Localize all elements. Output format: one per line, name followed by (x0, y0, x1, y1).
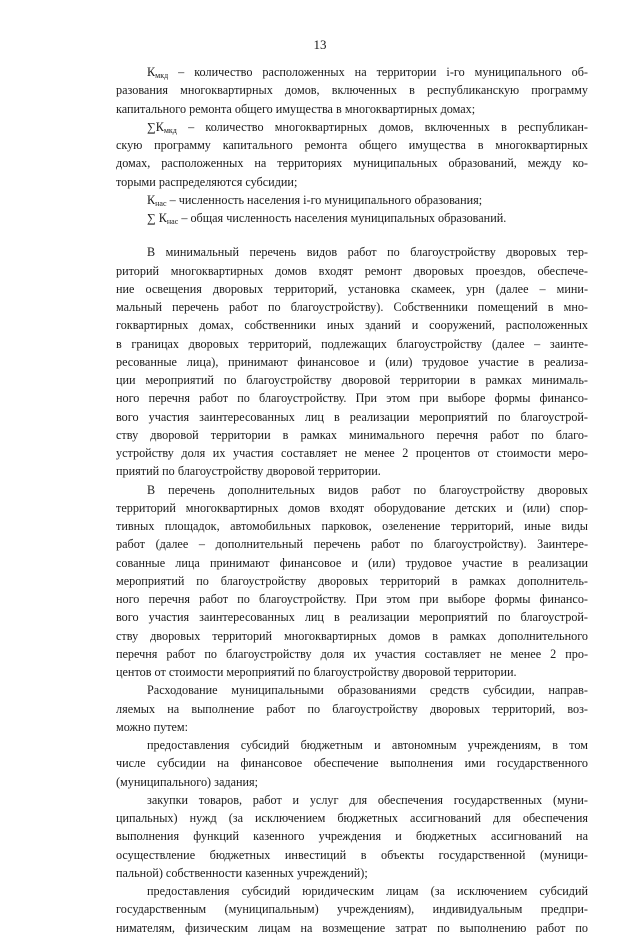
text-line: перечня работ по благоустройству доля их участия составляет не менее 2 про- (116, 646, 588, 661)
text-line: разования многоквартирных домов, включенных в республиканскую программу (116, 83, 588, 98)
symbol: ∑ К (147, 211, 167, 225)
text-fragment: – общая численность населения муниципальных образований. (178, 211, 507, 225)
text-line: вого участия заинтересованных лиц в реализации мероприятий по благоустрой- (116, 409, 588, 424)
text-line (116, 191, 588, 209)
text-line: нимателям, физическим лицам на возмещение затрат по выполнению работ по (116, 920, 588, 935)
paragraph-spending (116, 681, 588, 736)
text-line: пальной) собственности казенных учреждений); (116, 865, 368, 880)
text-line: ного перечня работ по благоустройству. При этом при выборе формы финансо- (116, 391, 588, 406)
text-line: тивных площадок, автомобильных парковок, озеленение территорий, иные виды (116, 519, 588, 533)
symbol: ∑К (147, 119, 164, 134)
text-line: риторий многоквартирных домов входят ремонт дворовых проездов, обеспече- (116, 263, 588, 278)
definition-k-nas (116, 191, 588, 209)
text-line: ству дворовых территорий многоквартирных домов в рамках дополнительного (116, 628, 588, 643)
definition-k-mkd (116, 63, 588, 118)
text-line: гоквартирных домах, собственники иных зданий и сооружений, расположенных (116, 318, 588, 333)
text-line: осуществление бюджетных инвестиций в объекты государственной (муници- (116, 847, 588, 862)
text-line: капитального ремонта общего имущества в многоквартирных домах; (116, 101, 476, 116)
text-fragment: – численность населения i-го муниципального образования; (166, 192, 483, 207)
definition-sum-k-mkd (116, 118, 588, 191)
text-line: домах, расположенных на территориях муниципальных образований, между ко- (116, 156, 588, 171)
text-line: ние освещения дворовых территорий, установка скамеек, урн (далее – мини- (116, 281, 588, 296)
text-line: устройству доля их участия составляет не менее 2 процентов от стоимости меро- (116, 446, 588, 460)
symbol: К (147, 65, 156, 79)
text-line: ству дворовой территории в рамках минимального перечня работ по благо- (116, 427, 588, 442)
text-line: ляемых на выполнение работ по благоустройству дворовых территорий, воз- (116, 701, 588, 716)
symbol-subscript: мкд (155, 71, 169, 80)
page-number: 13 (313, 37, 327, 52)
text-line: торыми распределяются субсидии; (116, 174, 298, 189)
symbol-subscript: нас (166, 217, 179, 226)
paragraph-additional-list (116, 481, 588, 682)
paragraph-procurement (116, 791, 588, 882)
text-line: можно путем: (116, 719, 189, 734)
text-line: государственным (муниципальным) учреждениям), индивидуальным предпри- (116, 902, 588, 917)
text-line: сованные лица принимают финансовое и (или) трудовое участие в реализации (116, 555, 588, 570)
text-line: ципальных) нужд (за исключением бюджетных ассигнований для обеспечения (116, 811, 588, 825)
text-line: территорий многоквартирных домов входят оборудование детских и (или) спор- (116, 500, 588, 515)
paragraph-gap (116, 227, 588, 243)
text-line: (муниципального) задания; (116, 774, 259, 789)
text-line: мальный перечень работ по благоустройству). Собственники помещений в мно- (116, 300, 588, 314)
text-line: мероприятий по благоустройству дворовых территорий в рамках дополнитель- (116, 573, 588, 588)
text-line: в границах дворовых территорий, подлежащих благоустройству (далее – заинте- (116, 336, 588, 351)
text-line: Расходование муниципальными образованиями средств субсидии, направ- (147, 683, 588, 698)
text-line: скую программу капитального ремонта общего имущества в многоквартирных (116, 138, 588, 152)
text-line: В минимальный перечень видов работ по благоустройству дворовых тер- (147, 245, 588, 260)
text-fragment: – количество расположенных на территории i-го муниципального об- (168, 65, 588, 79)
text-line: закупки товаров, работ и услуг для обеспечения государственных (муни- (147, 792, 588, 807)
text-line: числе субсидии на финансовое обеспечение выполнения ими государственного (116, 756, 588, 771)
text-line: В перечень дополнительных видов работ по благоустройству дворовых (147, 482, 588, 497)
text-line: ресованные лица), принимают финансовое и (или) трудовое участие в реализа- (116, 354, 588, 369)
text-fragment: – количество многоквартирных домов, включенных в республикан- (176, 119, 588, 134)
text-line: работ (далее – дополнительный перечень работ по благоустройству). Заинтере- (116, 537, 588, 552)
text-line (116, 63, 588, 81)
document-body (116, 63, 588, 937)
text-line: предоставления субсидий бюджетным и автономным учреждениям, в том (147, 738, 588, 752)
text-line (116, 118, 588, 136)
text-line: ции мероприятий по благоустройству дворовой территории в рамках минималь- (116, 373, 588, 387)
text-line: ного перечня работ по благоустройству. При этом при выборе формы финансо- (116, 592, 588, 606)
symbol: К (147, 192, 156, 207)
symbol-subscript: мкд (163, 125, 177, 135)
text-line (116, 209, 588, 227)
definition-sum-k-nas (116, 209, 588, 227)
paragraph-subsidies-legal-entities (116, 882, 588, 937)
paragraph-subsidies-institutions (116, 736, 588, 791)
text-line: вого участия заинтересованных лиц в реализации мероприятий по благоустрой- (116, 610, 588, 625)
text-line: выполнения функций казенного учреждения и бюджетных ассигнований на (116, 829, 588, 844)
text-line: предоставления субсидий юридическим лицам (за исключением субсидий (147, 884, 588, 898)
paragraph-minimal-list (116, 243, 588, 480)
symbol-subscript: нас (155, 198, 167, 208)
text-line: приятий по благоустройству дворовой территории. (116, 464, 381, 479)
text-line: центов от стоимости мероприятий по благоустройству дворовой территории. (116, 665, 517, 679)
